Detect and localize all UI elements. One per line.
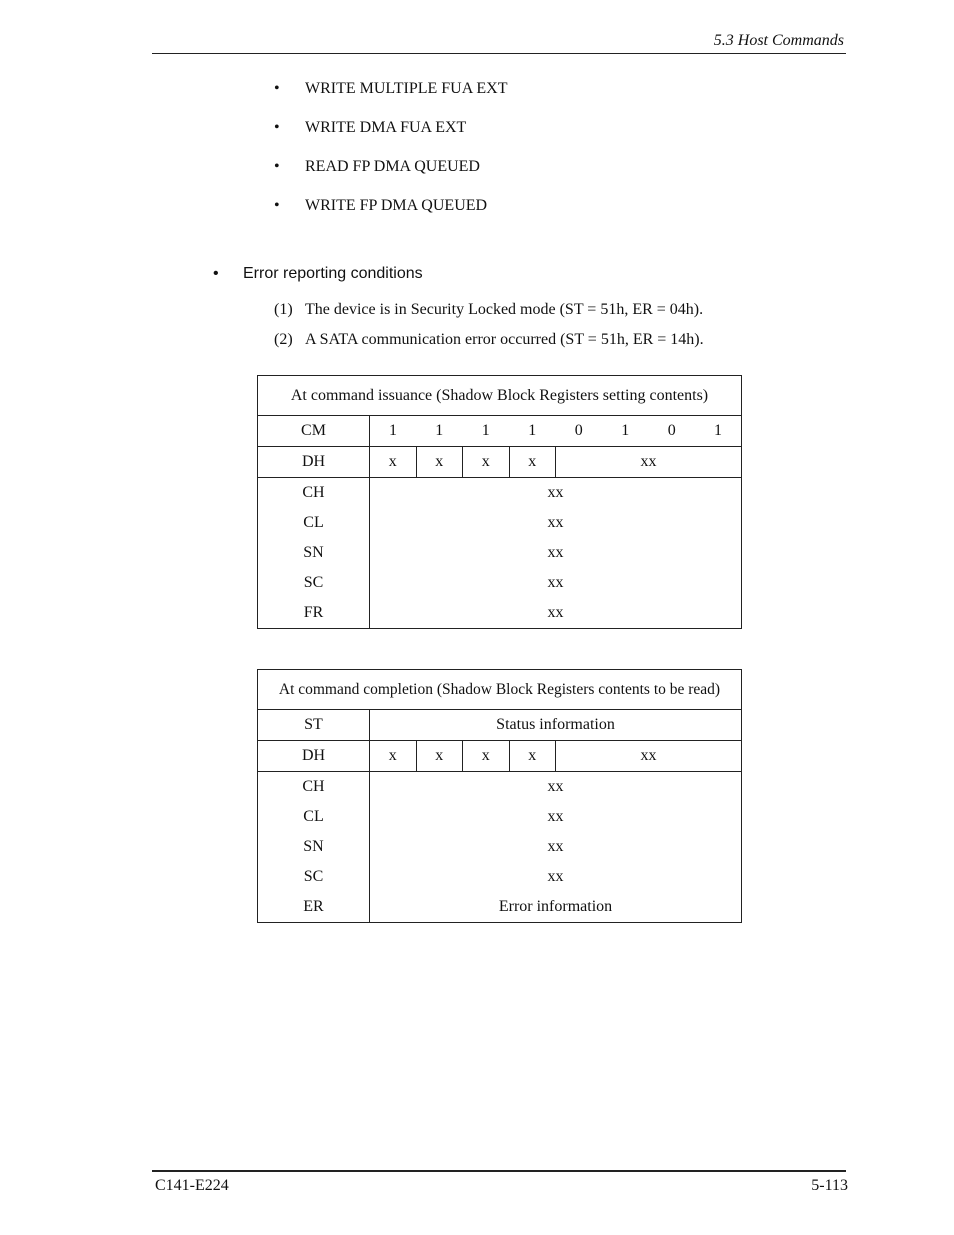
value-cell: xx	[370, 598, 742, 629]
register-name: FR	[258, 598, 370, 629]
value-cell: xx	[556, 447, 742, 478]
table-row	[258, 710, 742, 741]
bit-cell: x	[463, 741, 510, 772]
table-row	[258, 538, 742, 568]
table-row	[258, 598, 742, 629]
register-name: ST	[258, 710, 370, 741]
value-cell: xx	[370, 478, 742, 509]
issuance-register-table	[257, 375, 742, 629]
document-id: C141-E224	[155, 1177, 229, 1194]
list-item-text: WRITE FP DMA QUEUED	[305, 197, 488, 214]
bullet-icon: •	[213, 265, 219, 282]
list-item-text: WRITE DMA FUA EXT	[305, 119, 467, 136]
bit-cell: 1	[509, 416, 556, 447]
page-number: 5-113	[811, 1177, 848, 1194]
register-name: SC	[258, 568, 370, 598]
list-item-text: WRITE MULTIPLE FUA EXT	[305, 80, 508, 97]
value-cell: xx	[370, 568, 742, 598]
table-row	[258, 832, 742, 862]
register-name: CH	[258, 772, 370, 803]
bit-cell: x	[416, 741, 463, 772]
condition-item	[274, 301, 703, 319]
register-name: SN	[258, 538, 370, 568]
list-item-text: READ FP DMA QUEUED	[305, 158, 480, 175]
bullet-icon: •	[274, 80, 280, 97]
table-row	[258, 478, 742, 509]
value-cell: xx	[370, 802, 742, 832]
condition-item	[274, 331, 704, 349]
bullet-icon: •	[274, 119, 280, 136]
bit-cell: 0	[556, 416, 603, 447]
condition-text: A SATA communication error occurred (ST = 51h, ER = 14h).	[305, 331, 704, 348]
bit-cell: x	[509, 741, 556, 772]
value-cell: xx	[556, 741, 742, 772]
bit-cell: x	[370, 741, 417, 772]
register-name: CM	[258, 416, 370, 447]
section-bullet-text: Error reporting conditions	[243, 265, 423, 282]
register-name: ER	[258, 892, 370, 923]
register-name: DH	[258, 741, 370, 772]
register-name: SN	[258, 832, 370, 862]
table-row	[258, 862, 742, 892]
value-cell: Error information	[370, 892, 742, 923]
register-name: CL	[258, 802, 370, 832]
table-row	[258, 568, 742, 598]
completion-register-table	[257, 669, 742, 923]
table-title: At command issuance (Shadow Block Registers setting contents)	[258, 376, 742, 416]
value-cell: xx	[370, 508, 742, 538]
value-cell: xx	[370, 772, 742, 803]
bit-cell: x	[509, 447, 556, 478]
condition-number: (2)	[274, 331, 293, 348]
register-name: SC	[258, 862, 370, 892]
section-bullet	[213, 265, 423, 283]
list-item	[274, 80, 508, 98]
register-name: DH	[258, 447, 370, 478]
bit-cell: 1	[602, 416, 649, 447]
table-row	[258, 447, 742, 478]
register-name: CH	[258, 478, 370, 509]
table-row	[258, 802, 742, 832]
bit-cell: 1	[695, 416, 742, 447]
bullet-icon: •	[274, 197, 280, 214]
value-cell: xx	[370, 832, 742, 862]
register-name: CL	[258, 508, 370, 538]
value-cell: xx	[370, 862, 742, 892]
bit-cell: 1	[463, 416, 510, 447]
table-row	[258, 508, 742, 538]
condition-number: (1)	[274, 301, 293, 318]
running-header: 5.3 Host Commands	[713, 32, 844, 49]
table-row	[258, 892, 742, 923]
bit-cell: 1	[370, 416, 417, 447]
table-title: At command completion (Shadow Block Registers contents to be read)	[258, 670, 742, 710]
condition-text: The device is in Security Locked mode (ST = 51h, ER = 04h).	[305, 301, 704, 318]
list-item	[274, 119, 466, 137]
bit-cell: x	[463, 447, 510, 478]
bit-cell: x	[370, 447, 417, 478]
table-row	[258, 416, 742, 447]
table-row	[258, 741, 742, 772]
value-cell: Status information	[370, 710, 742, 741]
bit-cell: 1	[416, 416, 463, 447]
bullet-icon: •	[274, 158, 280, 175]
bit-cell: 0	[649, 416, 696, 447]
value-cell: xx	[370, 538, 742, 568]
header-rule	[152, 53, 846, 54]
list-item	[274, 197, 487, 215]
bit-cell: x	[416, 447, 463, 478]
list-item	[274, 158, 480, 176]
table-row	[258, 772, 742, 803]
footer-rule	[152, 1170, 846, 1172]
